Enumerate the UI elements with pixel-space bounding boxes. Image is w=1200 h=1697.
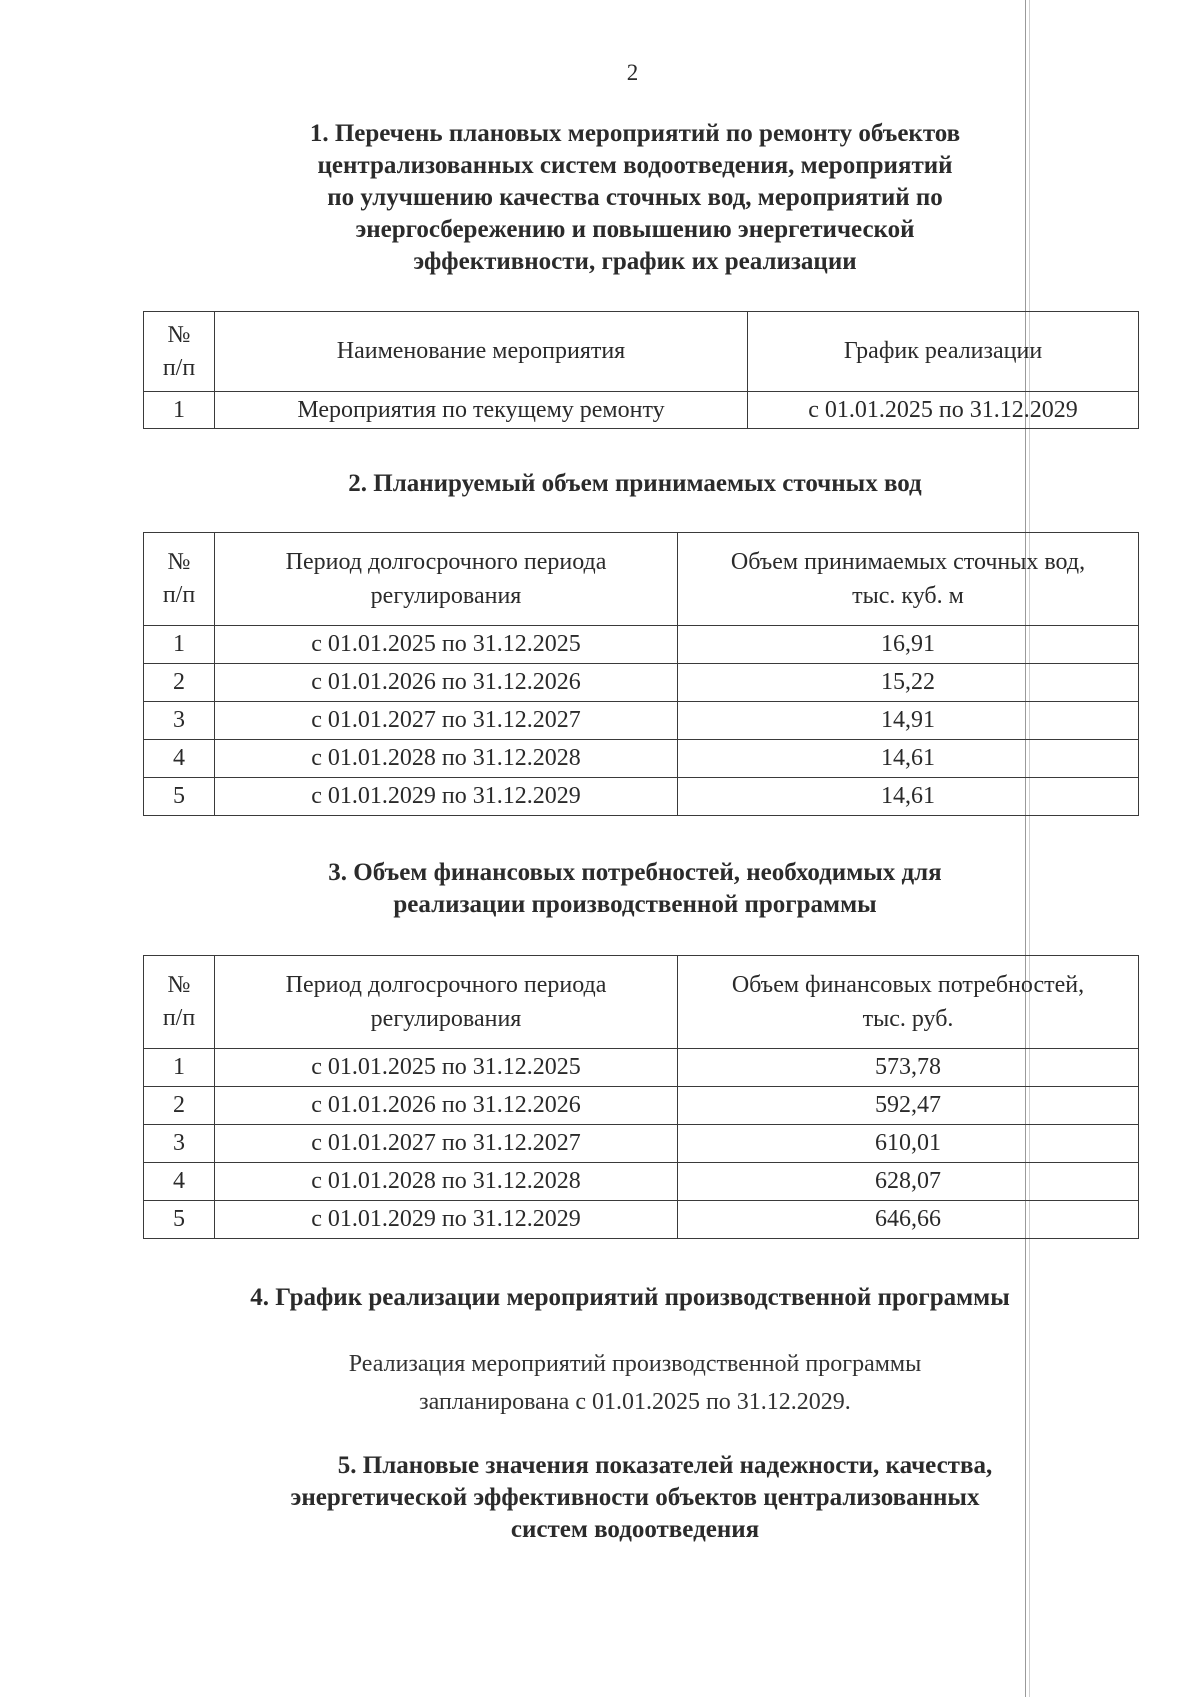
cell-period: с 01.01.2025 по 31.12.2025 [215, 626, 678, 664]
table-row [144, 392, 1139, 429]
measures-table [143, 311, 1139, 429]
table-row [144, 740, 1139, 778]
cell-amount: 573,78 [678, 1049, 1139, 1087]
table-row [144, 664, 1139, 702]
header-number-abbr: п/п [162, 582, 196, 608]
cell-period: с 01.01.2025 по 31.12.2025 [215, 1049, 678, 1087]
header-financial-unit: тыс. руб. [862, 1006, 954, 1032]
cell-period: с 01.01.2027 по 31.12.2027 [215, 702, 678, 740]
section-3-title [200, 857, 1070, 921]
section-4-text [200, 1345, 1070, 1421]
cell-period: с 01.01.2026 по 31.12.2026 [215, 664, 678, 702]
header-period-line: регулирования [370, 1006, 522, 1032]
header-number-symbol: № [167, 549, 191, 575]
header-number [144, 956, 215, 1049]
section-3-title-line: 3. Объем финансовых потребностей, необходимых для [328, 859, 942, 886]
section-1-title-line: по улучшению качества сточных вод, мероприятий по [327, 184, 943, 211]
cell-number: 1 [144, 392, 215, 429]
section-4-title: 4. График реализации мероприятий производственной программы [250, 1284, 1010, 1311]
cell-volume: 14,61 [678, 778, 1139, 816]
wastewater-volume-table [143, 532, 1139, 816]
table-row [144, 778, 1139, 816]
cell-number: 1 [144, 626, 215, 664]
header-measure-name: Наименование мероприятия [215, 312, 748, 392]
table-header-row [144, 312, 1139, 392]
cell-volume: 15,22 [678, 664, 1139, 702]
cell-period: с 01.01.2028 по 31.12.2028 [215, 1163, 678, 1201]
header-volume [678, 533, 1139, 626]
header-period-line: регулирования [370, 583, 522, 609]
cell-volume: 16,91 [678, 626, 1139, 664]
header-financial-line: Объем финансовых потребностей, [731, 972, 1085, 998]
header-period [215, 956, 678, 1049]
cell-period: с 01.01.2026 по 31.12.2026 [215, 1087, 678, 1125]
cell-number: 3 [144, 1125, 215, 1163]
section-5-title-line: систем водоотведения [510, 1516, 760, 1543]
section-1-title-line: централизованных систем водоотведения, мероприятий [317, 152, 953, 179]
cell-volume: 14,91 [678, 702, 1139, 740]
table-row [144, 1163, 1139, 1201]
page-number: 2 [626, 60, 639, 85]
header-period [215, 533, 678, 626]
header-number-symbol: № [167, 321, 191, 348]
section-1-title-line: эффективности, график их реализации [413, 248, 857, 275]
cell-amount: 610,01 [678, 1125, 1139, 1163]
header-financial-needs [678, 956, 1139, 1049]
cell-period: с 01.01.2028 по 31.12.2028 [215, 740, 678, 778]
cell-number: 1 [144, 1049, 215, 1087]
cell-amount: 628,07 [678, 1163, 1139, 1201]
cell-number: 2 [144, 1087, 215, 1125]
header-schedule: График реализации [748, 312, 1139, 392]
cell-period: с 01.01.2029 по 31.12.2029 [215, 1201, 678, 1239]
table-header-row [144, 533, 1139, 626]
header-volume-line: Объем принимаемых сточных вод, [730, 549, 1086, 575]
table-header-row [144, 956, 1139, 1049]
table-row [144, 1201, 1139, 1239]
cell-number: 4 [144, 1163, 215, 1201]
table-row [144, 626, 1139, 664]
header-number-abbr: п/п [162, 354, 196, 381]
header-number [144, 312, 215, 392]
section-5-title-line: энергетической эффективности объектов централизованных [290, 1484, 980, 1511]
section-4-text-line: запланирована с 01.01.2025 по 31.12.2029. [419, 1389, 851, 1415]
section-1-title-line: 1. Перечень плановых мероприятий по ремонту объектов [309, 120, 961, 147]
cell-number: 5 [144, 1201, 215, 1239]
cell-schedule: с 01.01.2025 по 31.12.2029 [748, 392, 1139, 429]
cell-number: 5 [144, 778, 215, 816]
section-1-title-line: энергосбережению и повышению энергетической [355, 216, 915, 243]
cell-number: 3 [144, 702, 215, 740]
header-number-symbol: № [167, 972, 191, 998]
section-5-title-line: 5. Плановые значения показателей надежности, качества, [337, 1452, 993, 1479]
financial-needs-table [143, 955, 1139, 1239]
header-period-line: Период долгосрочного периода [285, 549, 607, 575]
cell-amount: 646,66 [678, 1201, 1139, 1239]
table-row [144, 702, 1139, 740]
section-1-title [200, 118, 1070, 278]
cell-measure-name: Мероприятия по текущему ремонту [215, 392, 748, 429]
cell-period: с 01.01.2027 по 31.12.2027 [215, 1125, 678, 1163]
section-2-title: 2. Планируемый объем принимаемых сточных вод [348, 470, 922, 497]
header-period-line: Период долгосрочного периода [285, 972, 607, 998]
header-number [144, 533, 215, 626]
header-volume-unit: тыс. куб. м [852, 583, 964, 609]
table-row [144, 1125, 1139, 1163]
header-number-abbr: п/п [162, 1005, 196, 1031]
cell-number: 2 [144, 664, 215, 702]
table-row [144, 1049, 1139, 1087]
cell-volume: 14,61 [678, 740, 1139, 778]
table-row [144, 1087, 1139, 1125]
section-5-title [215, 1450, 1055, 1546]
cell-period: с 01.01.2029 по 31.12.2029 [215, 778, 678, 816]
section-4-text-line: Реализация мероприятий производственной программы [348, 1351, 922, 1377]
section-3-title-line: реализации производственной программы [393, 891, 877, 918]
cell-number: 4 [144, 740, 215, 778]
cell-amount: 592,47 [678, 1087, 1139, 1125]
